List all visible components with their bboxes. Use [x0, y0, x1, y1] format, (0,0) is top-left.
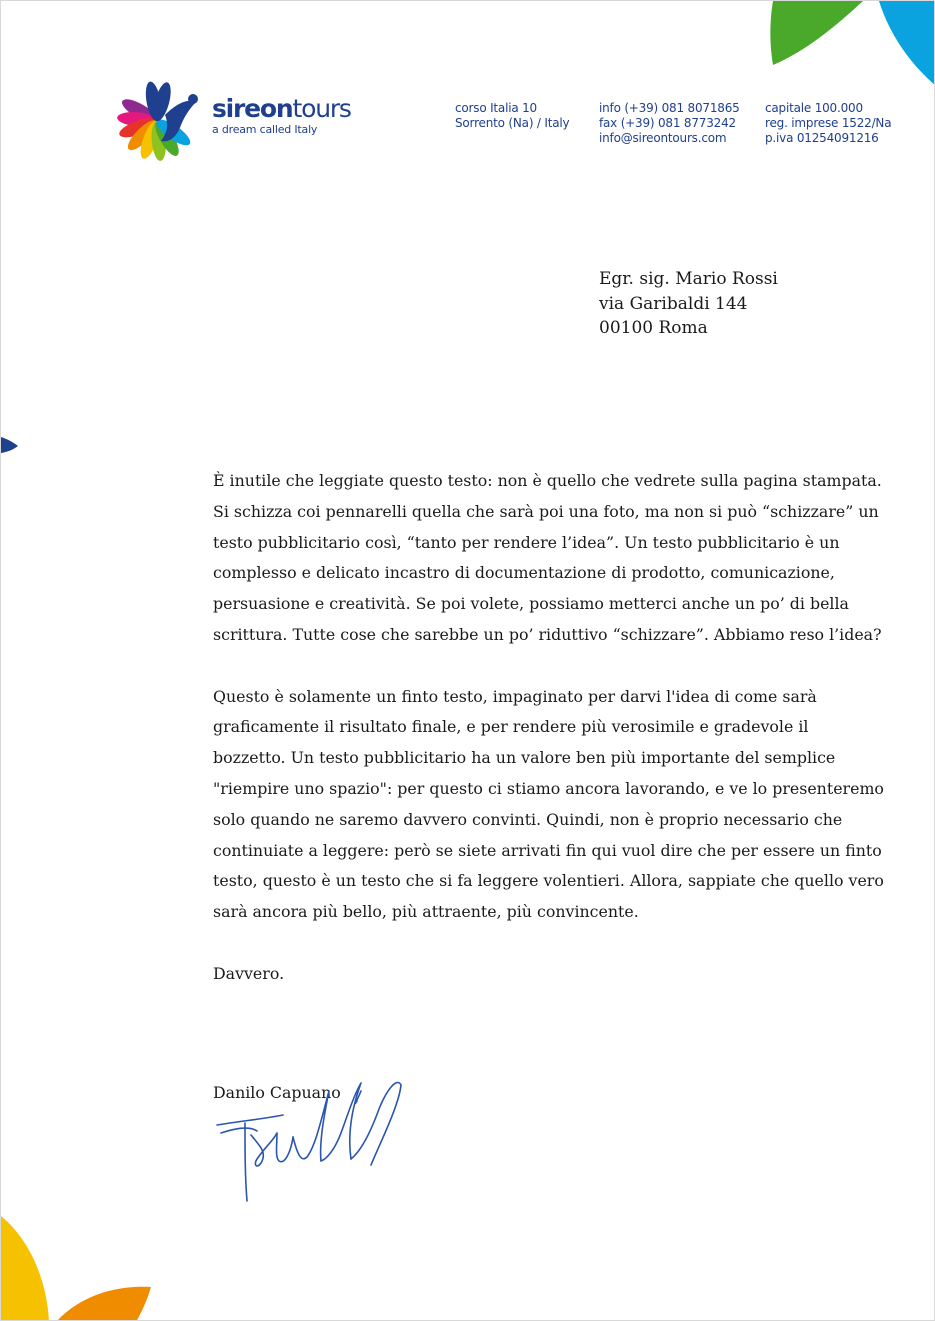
- company-line: p.iva 01254091216: [765, 131, 879, 145]
- fax-line: fax (+39) 081 8773242: [599, 116, 736, 130]
- green-petal-top: [770, 1, 863, 65]
- blue-petal-top: [879, 1, 935, 86]
- handwritten-signature: [211, 1061, 411, 1206]
- closing-line: Davvero.: [213, 963, 285, 983]
- brand-name-bold: sireon: [212, 94, 293, 123]
- body-paragraph: È inutile che leggiate questo testo: non è quello che vedrete sulla pagina stampata. Si schizza coi pennarelli quella che sarà poi una foto, ma non si può “schizzare” un testo pubblicitario così, “tanto per rendere l’idea”. Un testo pubblicitario è un complesso e delicato incastro di documentazione di prodotto, comunicazione, persuasione e creatività. Se poi volete, possiamo metterci anche un po’ di bella scrittura. Tutte cose che sarebbe un po’ riduttivo “schizzare”. Abbiamo reso l’idea?: [213, 471, 882, 644]
- yellow-petal-bottom: [1, 1216, 49, 1321]
- letter-body: [213, 466, 885, 1020]
- email-line: info@sireontours.com: [599, 131, 727, 145]
- brand-tagline: a dream called Italy: [212, 123, 318, 136]
- address-line: corso Italia 10: [455, 101, 537, 115]
- recipient-name: Egr. sig. Mario Rossi: [599, 269, 778, 289]
- contact-address: [455, 101, 569, 131]
- brand-name-light: tours: [292, 94, 351, 123]
- recipient-address: [599, 267, 778, 341]
- contact-phones: [599, 101, 740, 146]
- orange-petal-bottom: [56, 1287, 151, 1321]
- brand-name: [212, 96, 351, 121]
- contact-company: [765, 101, 891, 146]
- navy-petal-left: [1, 437, 18, 453]
- company-line: reg. imprese 1522/Na: [765, 116, 892, 130]
- body-paragraph: Questo è solamente un finto testo, impaginato per darvi l'idea di come sarà graficamente il risultato finale, e per rendere più verosimile e gradevole il bozzetto. Un testo pubblicitario ha un valore ben più importante del semplice "riempire uno spazio": per questo ci stiamo ancora lavorando, e ve lo presenteremo solo quando ne saremo davvero convinti. Quindi, non è proprio necessario che continuiate a leggere: però se siete arrivati fin qui vuol dire che per essere un finto testo, questo è un testo che si fa leggere volentieri. Allora, sappiate che quello vero sarà ancora più bello, più attraente, più convincente.: [213, 686, 884, 922]
- brand-block: [212, 96, 351, 135]
- address-line: Sorrento (Na) / Italy: [455, 116, 570, 130]
- recipient-city: 00100 Roma: [599, 318, 708, 338]
- company-line: capitale 100.000: [765, 101, 863, 115]
- recipient-street: via Garibaldi 144: [599, 293, 748, 314]
- signer-name: Danilo Capuano: [213, 1083, 341, 1102]
- phone-line: info (+39) 081 8071865: [599, 101, 740, 115]
